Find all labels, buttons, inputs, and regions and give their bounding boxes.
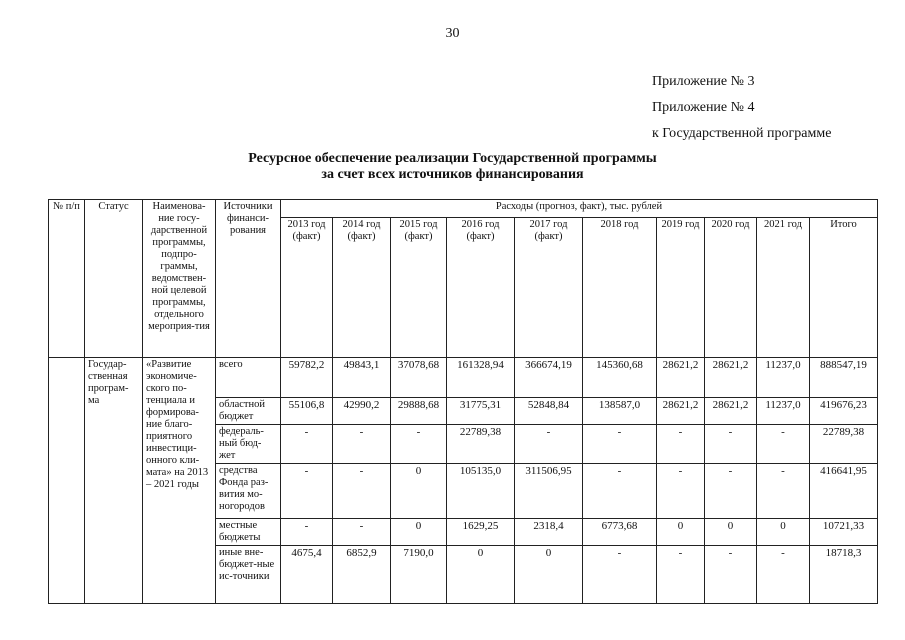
table-cell: 145360,68 bbox=[583, 358, 657, 398]
appendix-line-3: к Государственной программе bbox=[652, 126, 832, 141]
table-cell: 49843,1 bbox=[333, 358, 391, 398]
header-sources: Источники финанси-рования bbox=[216, 200, 281, 358]
appendix-line-1: Приложение № 3 bbox=[652, 74, 755, 89]
document-title-line-1: Ресурсное обеспечение реализации Государственной программы bbox=[248, 151, 657, 166]
table-cell: 0 bbox=[657, 519, 705, 546]
table-cell: 22789,38 bbox=[810, 425, 878, 464]
table-cell: 42990,2 bbox=[333, 398, 391, 425]
table-cell: 416641,95 bbox=[810, 464, 878, 519]
source-label: средства Фонда раз-вития мо-ногородов bbox=[216, 464, 281, 519]
table-cell: - bbox=[333, 464, 391, 519]
table-cell: 419676,23 bbox=[810, 398, 878, 425]
table-cell: 55106,8 bbox=[281, 398, 333, 425]
table-cell: 0 bbox=[447, 546, 515, 604]
table-cell: 28621,2 bbox=[705, 358, 757, 398]
source-label: иные вне-бюджет-ные ис-точники bbox=[216, 546, 281, 604]
table-cell: - bbox=[281, 425, 333, 464]
table-cell: - bbox=[657, 546, 705, 604]
table-cell: - bbox=[583, 546, 657, 604]
header-year-2016: 2016 год (факт) bbox=[447, 218, 515, 358]
source-label: всего bbox=[216, 358, 281, 398]
header-year-2014: 2014 год (факт) bbox=[333, 218, 391, 358]
table-cell: 0 bbox=[391, 464, 447, 519]
table-cell: 6773,68 bbox=[583, 519, 657, 546]
table-cell: 2318,4 bbox=[515, 519, 583, 546]
table-cell: - bbox=[281, 519, 333, 546]
header-year-2015: 2015 год (факт) bbox=[391, 218, 447, 358]
program-num bbox=[49, 358, 85, 604]
table-cell: - bbox=[583, 425, 657, 464]
table-cell: 6852,9 bbox=[333, 546, 391, 604]
table-cell: 366674,19 bbox=[515, 358, 583, 398]
program-name: «Развитие экономиче-ского по-тенциала и формирова-ние благо-приятного инвестици-онного кли-мата» на 2013 – 2021 годы bbox=[143, 358, 216, 604]
header-status: Статус bbox=[85, 200, 143, 358]
table-cell: 0 bbox=[391, 519, 447, 546]
table-cell: 0 bbox=[515, 546, 583, 604]
header-expenses: Расходы (прогноз, факт), тыс. рублей bbox=[281, 200, 878, 218]
header-year-2013: 2013 год (факт) bbox=[281, 218, 333, 358]
table-cell: 105135,0 bbox=[447, 464, 515, 519]
table-cell: - bbox=[705, 464, 757, 519]
table-cell: 4675,4 bbox=[281, 546, 333, 604]
table-cell: - bbox=[333, 519, 391, 546]
table-cell: 138587,0 bbox=[583, 398, 657, 425]
table-cell: 22789,38 bbox=[447, 425, 515, 464]
table-cell: - bbox=[757, 425, 810, 464]
program-status: Государ-ственная програм-ма bbox=[85, 358, 143, 604]
table-cell: - bbox=[757, 464, 810, 519]
page-number: 30 bbox=[445, 26, 460, 41]
table-cell: 18718,3 bbox=[810, 546, 878, 604]
table-cell: - bbox=[705, 425, 757, 464]
table-cell: 31775,31 bbox=[447, 398, 515, 425]
table-cell: - bbox=[333, 425, 391, 464]
table-cell: 0 bbox=[705, 519, 757, 546]
table-cell: 28621,2 bbox=[657, 398, 705, 425]
table-cell: 7190,0 bbox=[391, 546, 447, 604]
table-cell: 11237,0 bbox=[757, 358, 810, 398]
table-cell: - bbox=[583, 464, 657, 519]
resource-table bbox=[48, 199, 878, 604]
header-year-2020: 2020 год bbox=[705, 218, 757, 358]
table-cell: - bbox=[757, 546, 810, 604]
table-cell: - bbox=[281, 464, 333, 519]
table-cell: 28621,2 bbox=[657, 358, 705, 398]
header-name: Наименова-ние госу-дарственной программы, подпро-граммы, ведомствен-ной целевой программы, отдельного мероприя-тия bbox=[143, 200, 216, 358]
header-year-2018: 2018 год bbox=[583, 218, 657, 358]
table-cell: 11237,0 bbox=[757, 398, 810, 425]
table-cell: - bbox=[657, 464, 705, 519]
table-cell: - bbox=[705, 546, 757, 604]
source-label: федераль-ный бюд-жет bbox=[216, 425, 281, 464]
header-year-2021: 2021 год bbox=[757, 218, 810, 358]
source-label: местные бюджеты bbox=[216, 519, 281, 546]
table-cell: 29888,68 bbox=[391, 398, 447, 425]
table-cell: - bbox=[515, 425, 583, 464]
document-title-line-2: за счет всех источников финансирования bbox=[321, 167, 584, 182]
header-year-2017: 2017 год (факт) bbox=[515, 218, 583, 358]
table-cell: 28621,2 bbox=[705, 398, 757, 425]
table-cell: 888547,19 bbox=[810, 358, 878, 398]
header-num: № п/п bbox=[49, 200, 85, 358]
appendix-line-2: Приложение № 4 bbox=[652, 100, 755, 115]
table-cell: 59782,2 bbox=[281, 358, 333, 398]
table-cell: 1629,25 bbox=[447, 519, 515, 546]
header-total: Итого bbox=[810, 218, 878, 358]
table-cell: - bbox=[391, 425, 447, 464]
table-cell: - bbox=[657, 425, 705, 464]
table-cell: 311506,95 bbox=[515, 464, 583, 519]
table-cell: 10721,33 bbox=[810, 519, 878, 546]
table-cell: 0 bbox=[757, 519, 810, 546]
source-label: областной бюджет bbox=[216, 398, 281, 425]
table-cell: 52848,84 bbox=[515, 398, 583, 425]
table-cell: 37078,68 bbox=[391, 358, 447, 398]
table-cell: 161328,94 bbox=[447, 358, 515, 398]
header-year-2019: 2019 год bbox=[657, 218, 705, 358]
